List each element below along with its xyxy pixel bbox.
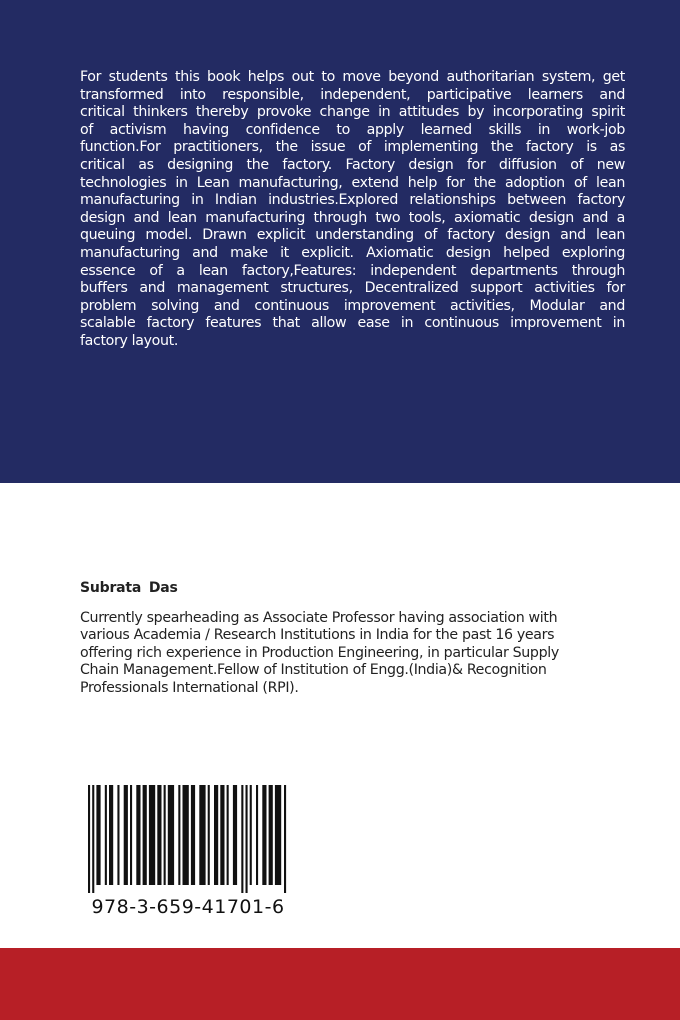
- text-line: various Academia / Research Institutions in India for the past 16 years: [80, 627, 555, 644]
- barcode-bar: [241, 785, 243, 893]
- text-line: technologies in Lean manufacturing, extend help for the adoption of lean: [80, 174, 625, 191]
- cover-top-band: [0, 0, 680, 483]
- text-line: function.For practitioners, the issue of implementing the factory is as: [80, 139, 625, 156]
- book-description: [80, 69, 625, 351]
- barcode-bar: [208, 785, 210, 885]
- author-name: Subrata Das: [80, 580, 178, 596]
- barcode-bar: [269, 785, 273, 885]
- text-line: queuing model. Drawn explicit understanding of factory design and lean: [80, 227, 625, 244]
- text-line: factory layout.: [80, 332, 178, 349]
- text-line: problem solving and continuous improvement activities, Modular and: [80, 297, 625, 314]
- barcode-bar: [157, 785, 161, 885]
- text-line: scalable factory features that allow ease in continuous improvement in: [80, 315, 625, 332]
- author-bio: [80, 610, 640, 697]
- barcode-bar: [233, 785, 237, 885]
- barcode-bar: [124, 785, 128, 885]
- text-line: buffers and management structures, Decentralized support activities for: [80, 280, 625, 297]
- barcode-bar: [275, 785, 281, 885]
- text-line: Currently spearheading as Associate Professor having association with: [80, 610, 558, 626]
- barcode-bar: [143, 785, 147, 885]
- barcode-bar: [199, 785, 205, 885]
- text-line: design and lean manufacturing through two tools, axiomatic design and a: [80, 209, 625, 226]
- barcode-bar: [96, 785, 100, 885]
- cover-bottom-band: [0, 948, 680, 1020]
- text-line: critical thinkers thereby provoke change in attitudes by incorporating spirit: [80, 104, 625, 121]
- text-line: manufacturing in Indian industries.Explored relationships between factory: [80, 192, 625, 209]
- barcode-bar: [105, 785, 107, 885]
- barcode-bar: [250, 785, 252, 885]
- barcode-bar: [136, 785, 140, 885]
- barcode-bar: [214, 785, 218, 885]
- barcode-bar: [168, 785, 174, 885]
- text-line: For students this book helps out to move beyond authoritarian system, get: [80, 69, 625, 85]
- text-line: offering rich experience in Production Engineering, in particular Supply: [80, 644, 559, 661]
- barcode-bar: [256, 785, 258, 885]
- text-line: essence of a lean factory,Features: independent departments through: [80, 262, 625, 279]
- barcode-bar: [149, 785, 155, 885]
- text-line: Professionals International (RPI).: [80, 679, 299, 696]
- barcode-bar: [227, 785, 229, 885]
- barcode-bar: [117, 785, 119, 885]
- barcode-bar: [92, 785, 94, 893]
- barcode-bar: [130, 785, 132, 885]
- barcode-bar: [109, 785, 113, 885]
- text-line: manufacturing and make it explicit. Axiomatic design helped exploring: [80, 244, 625, 261]
- barcode-bar: [246, 785, 248, 893]
- text-line: critical as designing the factory. Factory design for diffusion of new: [80, 156, 625, 173]
- barcode-bar: [88, 785, 90, 893]
- text-line: Chain Management.Fellow of Institution of Engg.(India)& Recognition: [80, 662, 547, 679]
- barcode-bar: [191, 785, 195, 885]
- barcode-bar: [262, 785, 266, 885]
- text-line: of activism having confidence to apply learned skills in work-job: [80, 121, 625, 138]
- barcode-bar: [220, 785, 224, 885]
- text-line: transformed into responsible, independent, participative learners and: [80, 86, 625, 103]
- barcode-bar: [164, 785, 166, 885]
- barcode-bar: [284, 785, 286, 893]
- barcode-bar: [183, 785, 189, 885]
- barcode: [86, 785, 290, 893]
- barcode-bar: [178, 785, 180, 885]
- isbn-number: 978-3-659-41701-6: [91, 896, 285, 918]
